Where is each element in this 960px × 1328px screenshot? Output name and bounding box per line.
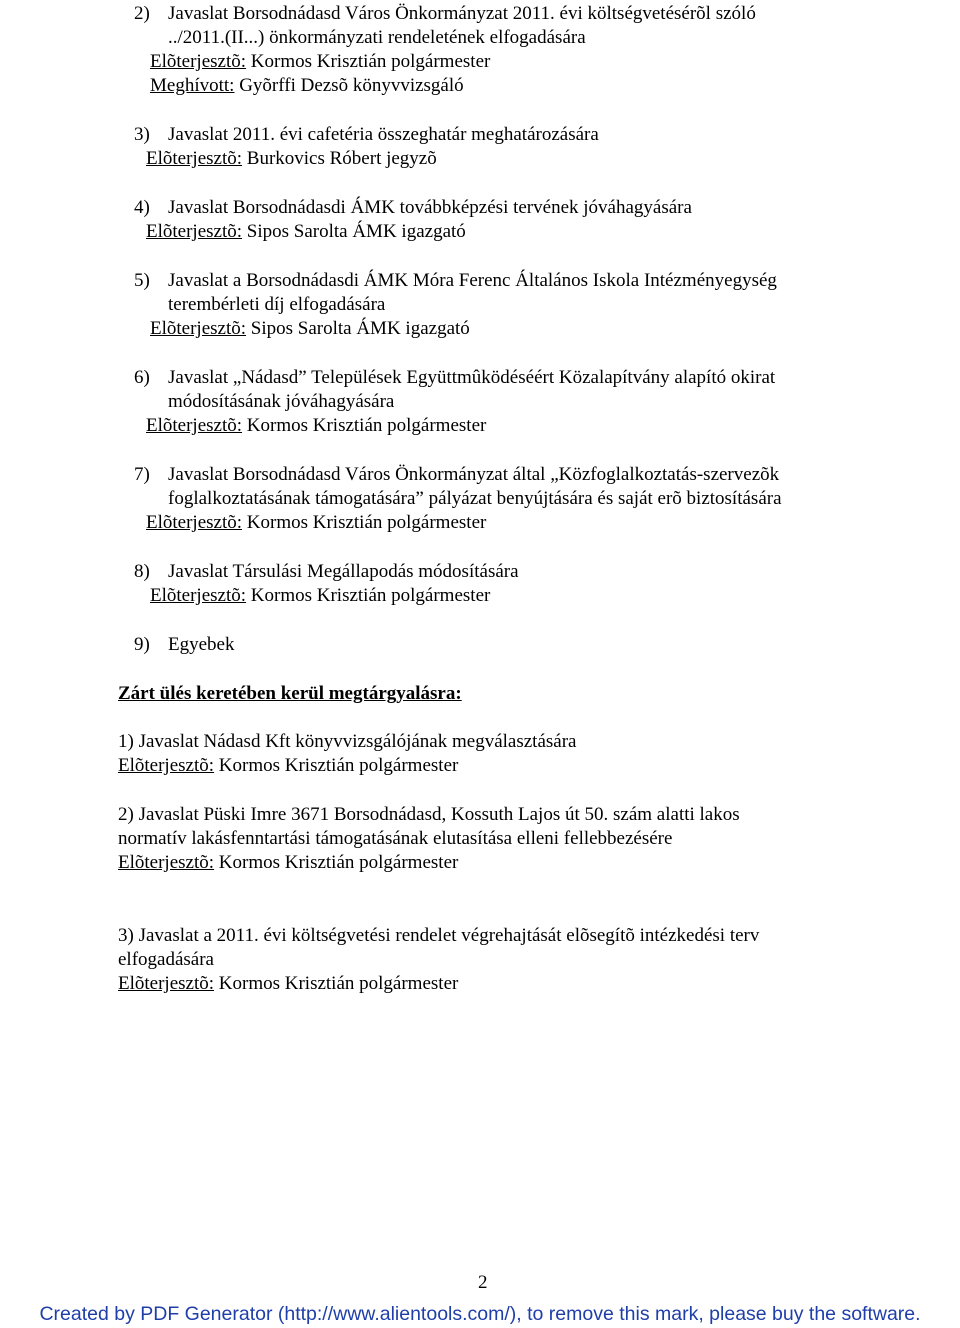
agenda-item-6-number: 6) [134,367,150,388]
agenda-item-4-presenter [146,221,466,243]
pdf-generator-footer: Created by PDF Generator (http://www.alientools.com/), to remove this mark, please buy the software. [39,1303,921,1325]
presenter-name: Kormos Krisztián polgármester [218,755,459,776]
presenter-label: Elõterjesztõ: [150,318,247,339]
invited-label: Meghívott: [150,75,235,96]
agenda-item-2-line-2: ../2011.(II...) önkormányzati rendeletének elfogadására [168,27,586,48]
closed-item-3-line-1: 3) Javaslat a 2011. évi költségvetési rendelet végrehajtását elõsegítõ intézkedési terv [118,925,760,946]
agenda-item-8-presenter [150,585,490,607]
presenter-label: Elõterjesztõ: [150,585,247,606]
presenter-label: Elõterjesztõ: [146,148,243,169]
agenda-item-4-number: 4) [134,197,150,218]
agenda-item-6-line-2: módosításának jóváhagyására [168,391,395,412]
presenter-label: Elõterjesztõ: [146,512,243,533]
presenter-label: Elõterjesztõ: [146,221,243,242]
presenter-label: Elõterjesztõ: [150,51,247,72]
presenter-label: Elõterjesztõ: [118,755,215,776]
agenda-item-9-number: 9) [134,634,150,655]
agenda-item-7-number: 7) [134,464,150,485]
presenter-name: Kormos Krisztián polgármester [246,512,487,533]
presenter-name: Sipos Sarolta ÁMK igazgató [246,221,466,242]
page-number: 2 [478,1272,488,1293]
closed-item-1-presenter [118,755,458,777]
agenda-item-6-line-1: Javaslat „Nádasd” Települések Együttmûködéséért Közalapítvány alapító okirat [168,367,776,388]
closed-item-3-line-2: elfogadására [118,949,214,970]
presenter-name: Kormos Krisztián polgármester [250,585,491,606]
agenda-item-6-presenter [146,415,486,437]
closed-item-2-line-2: normatív lakásfenntartási támogatásának elutasítása elleni fellebbezésére [118,828,673,849]
agenda-item-2-presenter [150,51,490,73]
agenda-item-5-line-1: Javaslat a Borsodnádasdi ÁMK Móra Ferenc Általános Iskola Intézményegység [168,270,777,291]
agenda-item-5-line-2: terembérleti díj elfogadására [168,294,386,315]
agenda-item-8-line-1: Javaslat Társulási Megállapodás módosítására [168,561,519,582]
presenter-name: Kormos Krisztián polgármester [250,51,491,72]
agenda-item-5-presenter [150,318,470,340]
agenda-item-7-line-2: foglalkoztatásának támogatására” pályázat benyújtására és saját erõ biztosítására [168,488,782,509]
presenter-name: Kormos Krisztián polgármester [218,973,459,994]
agenda-item-3-number: 3) [134,124,150,145]
presenter-label: Elõterjesztõ: [118,973,215,994]
agenda-item-7-presenter [146,512,486,534]
presenter-name: Kormos Krisztián polgármester [246,415,487,436]
agenda-item-3-presenter [146,148,437,170]
presenter-label: Elõterjesztõ: [118,852,215,873]
presenter-name: Kormos Krisztián polgármester [218,852,459,873]
closed-session-heading: Zárt ülés keretében kerül megtárgyalásra: [118,683,462,704]
agenda-item-2-line-1: Javaslat Borsodnádasd Város Önkormányzat 2011. évi költségvetésérõl szóló [168,3,756,24]
closed-item-1-line-1: 1) Javaslat Nádasd Kft könyvvizsgálójának megválasztására [118,731,577,752]
presenter-name: Burkovics Róbert jegyzõ [246,148,437,169]
agenda-item-9-line-1: Egyebek [168,634,235,655]
presenter-name: Sipos Sarolta ÁMK igazgató [250,318,470,339]
agenda-item-5-number: 5) [134,270,150,291]
agenda-item-7-line-1: Javaslat Borsodnádasd Város Önkormányzat által „Közfoglalkoztatás-szervezõk [168,464,780,485]
closed-item-2-presenter [118,852,458,874]
agenda-item-3-line-1: Javaslat 2011. évi cafetéria összeghatár meghatározására [168,124,599,145]
agenda-item-2-number: 2) [134,3,150,24]
closed-item-3-presenter [118,973,458,995]
agenda-item-2-invited [150,75,464,97]
invited-name: Gyõrffi Dezsõ könyvvizsgáló [239,75,464,96]
agenda-item-8-number: 8) [134,561,150,582]
presenter-label: Elõterjesztõ: [146,415,243,436]
agenda-item-4-line-1: Javaslat Borsodnádasdi ÁMK továbbképzési tervének jóváhagyására [168,197,692,218]
closed-item-2-line-1: 2) Javaslat Püski Imre 3671 Borsodnádasd, Kossuth Lajos út 50. szám alatti lakos [118,804,740,825]
